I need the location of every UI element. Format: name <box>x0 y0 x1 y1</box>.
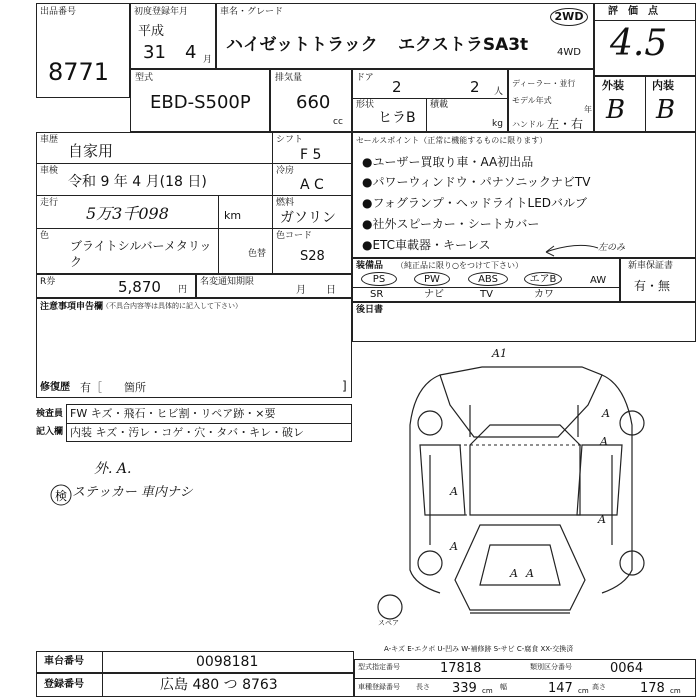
hist-div-2 <box>36 195 352 196</box>
displacement-label: 排気量 <box>275 73 303 83</box>
load-label: 積載 <box>430 100 449 110</box>
color-value: ブライトシルバーメタリック <box>70 239 212 269</box>
history-value: 自家用 <box>68 142 114 160</box>
seats-value: 2 <box>470 78 480 96</box>
color-label: 色 <box>40 231 50 241</box>
equip-ps: PS <box>361 272 397 286</box>
damage-legend: A-キズ E-エクボ U-凹み W-補修跡 S-サビ C-腐食 XX-交換済 <box>384 645 574 653</box>
first-reg-label: 初度登録年月 <box>134 7 189 17</box>
selling-points-title: セールスポイント（正常に機能するものに限ります） <box>356 136 548 145</box>
equip-aw: AW <box>590 275 607 286</box>
drive-2wd: 2WD <box>550 8 588 26</box>
inspector-label-1: 検査員 <box>36 409 64 419</box>
month-unit: 月 <box>203 55 213 65</box>
seats-unit: 人 <box>494 87 504 97</box>
inspector-divider <box>66 423 352 424</box>
recycle-value: 5,870 <box>118 278 161 296</box>
chassis-div <box>102 651 103 673</box>
rear-notes-label: 後日書 <box>356 305 384 315</box>
height-unit: cm <box>670 687 681 695</box>
inspector-hand-1: 外. A. <box>94 461 132 477</box>
mark-a-right: A <box>598 513 606 526</box>
selling-handnote: 左のみ <box>598 243 626 253</box>
load-divider <box>426 98 427 132</box>
handle-value: 左・右 <box>547 117 584 131</box>
lot-number: 8771 <box>48 58 110 86</box>
exterior-grade: B <box>606 95 626 125</box>
era: 平成 <box>138 24 165 39</box>
shape-label: 形状 <box>356 100 375 110</box>
cc-unit: cc <box>333 117 343 127</box>
selling-point-2: ●パワーウィンドウ・パナソニックナビTV <box>362 175 591 189</box>
lot-label: 出品番号 <box>40 7 77 17</box>
score-label: 評 価 点 <box>608 6 658 17</box>
score-value: 4.5 <box>610 23 668 64</box>
score-divider <box>594 20 696 21</box>
seller-notes-sub: （不具合内容等は具体的に記入して下さい） <box>102 302 242 310</box>
repair-bracket-close: ] <box>342 379 347 393</box>
hist-div-3 <box>36 228 352 229</box>
selling-point-3: ●フォグランプ・ヘッドライトLEDバルブ <box>362 196 588 210</box>
warranty-label: 新車保証書 <box>628 261 674 271</box>
selling-point-4: ●社外スピーカー・シートカバー <box>362 217 540 231</box>
fuel-label: 燃料 <box>276 198 295 208</box>
length-value: 339 <box>452 681 477 696</box>
repair-label: 修復歴 <box>40 382 70 393</box>
displacement-value: 660 <box>296 92 331 113</box>
width-value: 147 <box>548 681 573 696</box>
hist-div-1 <box>36 163 352 164</box>
inspector-circled-mark <box>48 482 74 508</box>
color-code-label: 色コード <box>276 231 313 241</box>
equip-pw: PW <box>414 272 450 286</box>
doors-value: 2 <box>392 78 402 96</box>
grade: エクストラSA3t <box>398 35 529 55</box>
spec-footer-div <box>354 678 696 679</box>
fuel-value: ガソリン <box>280 210 336 226</box>
name-label: 車名・グレード <box>220 7 284 17</box>
width-unit: cm <box>578 687 589 695</box>
equip-navi: ナビ <box>424 289 444 300</box>
equip-airbag: エアB <box>524 272 562 286</box>
ac-value: A C <box>300 177 324 193</box>
shift-value: F 5 <box>300 147 322 163</box>
exterior-label: 外装 <box>602 79 624 92</box>
doors-label: ドア <box>356 73 374 83</box>
handnote-arrow <box>540 238 600 258</box>
class-no-label: 類別区分番号 <box>530 663 572 671</box>
ac-label: 冷房 <box>276 166 295 176</box>
spare-label: スペア <box>378 619 399 627</box>
height-label: 高さ <box>592 683 606 691</box>
frame-label: 車種登録番号 <box>358 683 400 691</box>
recycle-unit: 円 <box>178 285 188 295</box>
plate-label: 登録番号 <box>44 679 84 690</box>
handle-label: ハンドル <box>512 120 544 129</box>
mark-a-rear-1: A <box>510 567 518 580</box>
hist-col-div <box>272 132 273 274</box>
selling-point-5: ●ETC車載器・キーレス <box>362 238 491 252</box>
type-no-value: 17818 <box>440 661 482 676</box>
mark-a-left: A <box>450 485 458 498</box>
interior-label: 内装 <box>652 79 674 92</box>
ext-int-divider <box>645 76 646 132</box>
km-div <box>218 195 219 228</box>
car-name: ハイゼットトラック <box>226 35 378 55</box>
mark-a-front-2: A <box>600 435 608 448</box>
height-value: 178 <box>640 681 665 696</box>
mark-a-left-low: A <box>450 540 458 553</box>
model-label: 型式 <box>135 73 154 83</box>
inspector-row-1: FW キズ・飛石・ヒビ割・リペア跡・×要 <box>70 407 276 420</box>
rear-notes-box <box>352 302 696 342</box>
recycle-label: R券 <box>40 277 56 287</box>
year-unit: 年 <box>584 105 592 114</box>
spec-divider <box>352 98 508 99</box>
reg-year: 31 <box>143 42 166 63</box>
equip-leather: カワ <box>534 289 554 300</box>
inspection-value: 令和 9 年 4 月(18 日) <box>68 174 207 190</box>
inspector-label-2: 記入欄 <box>36 427 64 437</box>
mark-a1: A1 <box>492 347 507 360</box>
drive-4wd: 4WD <box>557 47 581 58</box>
recycle-box <box>36 274 196 298</box>
paint-div <box>218 228 219 274</box>
mark-a-front-1: A <box>602 407 610 420</box>
kg-unit: kg <box>492 119 503 129</box>
type-no-label: 型式指定番号 <box>358 663 400 671</box>
name-change-value: 月 日 <box>296 285 336 296</box>
svg-text:検: 検 <box>55 489 68 503</box>
length-unit: cm <box>482 687 493 695</box>
km-unit: km <box>224 209 242 222</box>
mileage-label: 走行 <box>40 198 59 208</box>
equip-tv: TV <box>480 289 493 300</box>
mileage-value: 5万3千098 <box>86 204 169 223</box>
warranty-value: 有・無 <box>634 279 671 293</box>
equip-divider <box>352 287 620 288</box>
inspector-hand-2: ステッカー 車内ナシ <box>72 485 193 500</box>
selling-point-1: ●ユーザー買取り車・AA初出品 <box>362 155 534 169</box>
class-no-value: 0064 <box>610 661 644 676</box>
model-year-label: モデル年式 <box>512 96 552 105</box>
equip-sr: SR <box>370 289 384 300</box>
seller-notes-label: 注意事項申告欄 <box>40 302 104 312</box>
width-label: 幅 <box>500 683 507 691</box>
paint-label: 色替 <box>248 249 267 259</box>
length-label: 長さ <box>416 683 430 691</box>
name-change-label: 名変通知期限 <box>200 277 255 287</box>
inspection-label: 車検 <box>40 166 59 176</box>
inspector-row-2: 内装 キズ・汚レ・コゲ・穴・タバ・キレ・破レ <box>70 426 305 439</box>
repair-value: 有［ 箇所 <box>80 381 146 394</box>
equip-abs: ABS <box>468 272 508 286</box>
equipment-note: （純正品に限り○をつけて下さい） <box>396 261 523 270</box>
history-label: 車歴 <box>40 135 59 145</box>
chassis-label: 車台番号 <box>44 656 84 667</box>
chassis-value: 0098181 <box>196 654 259 670</box>
color-code-value: S28 <box>300 249 325 264</box>
shift-label: シフト <box>276 135 304 145</box>
model-value: EBD-S500P <box>150 92 251 113</box>
equipment-label: 装備品 <box>356 261 384 271</box>
plate-div <box>102 673 103 697</box>
dealer-label: ディーラー・並行 <box>512 79 576 88</box>
shape-value: ヒラB <box>378 110 416 126</box>
reg-month: 4 <box>185 42 197 63</box>
car-damage-diagram <box>370 345 670 645</box>
plate-value: 広島 480 つ 8763 <box>160 677 278 693</box>
mark-a-rear-2: A <box>526 567 534 580</box>
interior-grade: B <box>656 95 676 125</box>
